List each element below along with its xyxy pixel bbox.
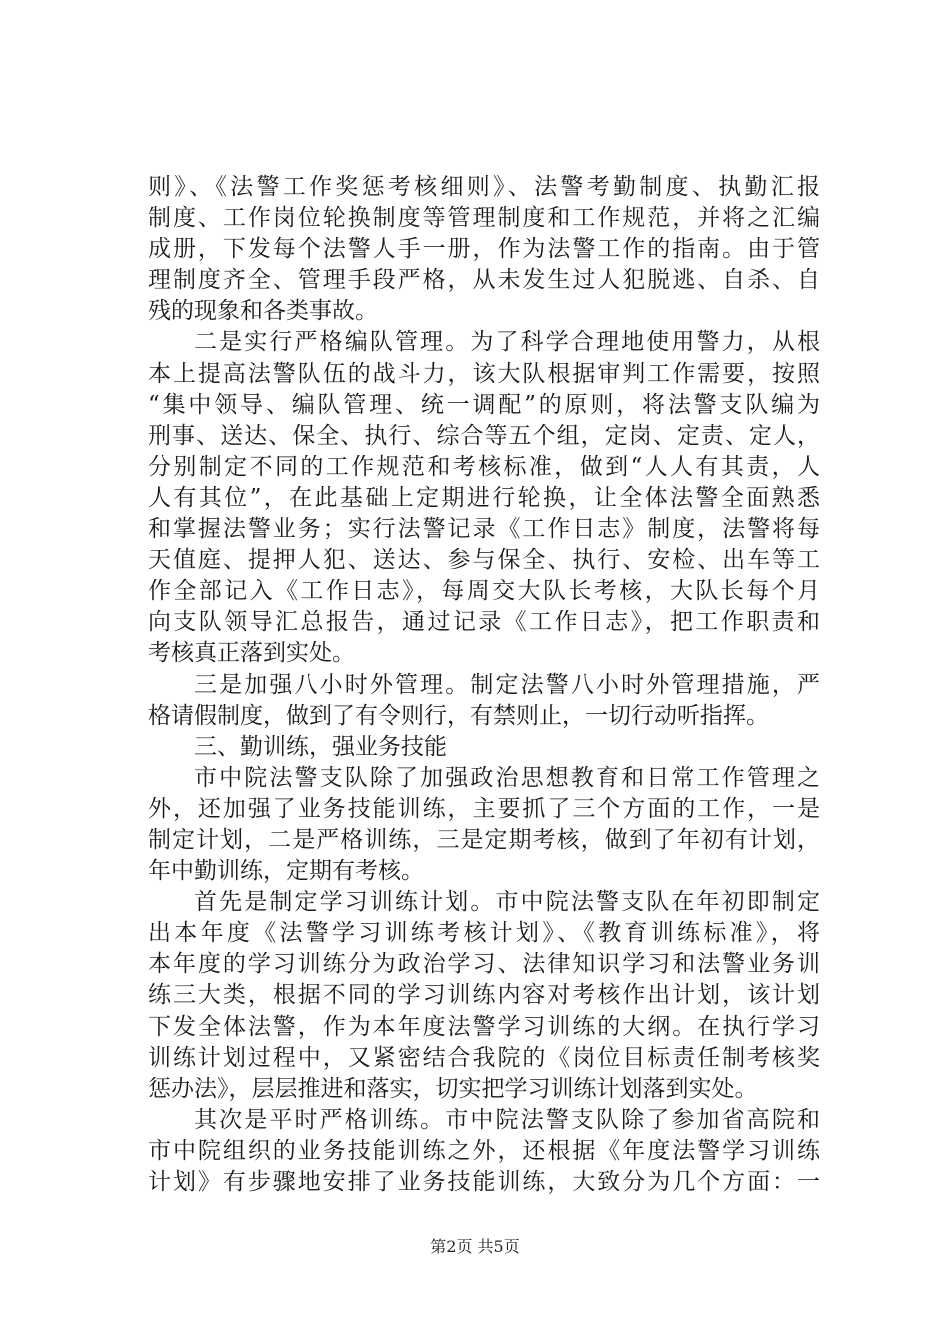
- text-line: 计划》有步骤地安排了业务技能训练，大致分为几个方面：一: [148, 1169, 820, 1195]
- text-line: 其次是平时严格训练。市中院法警支队除了参加省高院和: [194, 1106, 820, 1133]
- text-line: 二是实行严格编队管理。为了科学合理地使用警力，从根: [194, 329, 820, 356]
- text-line: 刑事、送达、保全、执行、综合等五个组，定岗、定责、定人，: [148, 422, 820, 449]
- text-line: 制定计划，二是严格训练，三是定期考核，做到了年初有计划，: [148, 826, 820, 853]
- text-line: 理制度齐全、管理手段严格，从未发生过人犯脱逃、自杀、自: [148, 267, 820, 294]
- text-line: 格请假制度，做到了有令则行，有禁则止，一切行动听指挥。: [148, 702, 769, 729]
- text-line: 训练计划过程中，又紧密结合我院的《岗位目标责任制考核奖: [148, 1044, 820, 1071]
- text-line: 年中勤训练，定期有考核。: [148, 858, 424, 885]
- text-line: 向支队领导汇总报告，通过记录《工作日志》，把工作职责和: [148, 609, 820, 636]
- text-line: 考核真正落到实处。: [148, 640, 355, 667]
- text-line: 本年度的学习训练分为政治学习、法律知识学习和法警业务训: [148, 951, 820, 978]
- text-line: 市中院组织的业务技能训练之外，还根据《年度法警学习训练: [148, 1137, 820, 1164]
- text-line: 分别制定不同的工作规范和考核标准，做到“人人有其责，人: [148, 453, 820, 480]
- text-line: 本上提高法警队伍的战斗力，该大队根据审判工作需要，按照: [148, 360, 820, 387]
- text-line: 作全部记入《工作日志》，每周交大队长考核，大队长每个月: [148, 578, 820, 605]
- text-line: 下发全体法警，作为本年度法警学习训练的大纲。在执行学习: [148, 1013, 820, 1040]
- text-line: 天值庭、提押人犯、送达、参与保全、执行、安检、出车等工: [148, 547, 820, 574]
- text-line: 练三大类，根据不同的学习训练内容对考核作出计划，该计划: [148, 982, 820, 1009]
- page-number-label: 第2页 共5页: [430, 1237, 520, 1256]
- text-line: 市中院法警支队除了加强政治思想教育和日常工作管理之: [194, 764, 820, 791]
- document-body: [148, 172, 820, 1198]
- text-line: 则》、《法警工作奖惩考核细则》、法警考勤制度、执勤汇报: [148, 174, 820, 200]
- text-line: 成册，下发每个法警人手一册，作为法警工作的指南。由于管: [148, 236, 820, 263]
- text-line: 三是加强八小时外管理。制定法警八小时外管理措施，严: [194, 671, 820, 698]
- text-line: 制度、工作岗位轮换制度等管理制度和工作规范，并将之汇编: [148, 205, 820, 232]
- text-line: 人有其位”，在此基础上定期进行轮换，让全体法警全面熟悉: [148, 484, 820, 511]
- text-line: 和掌握法警业务；实行法警记录《工作日志》制度，法警将每: [148, 516, 820, 543]
- text-line: 惩办法》，层层推进和落实，切实把学习训练计划落到实处。: [148, 1075, 758, 1102]
- text-line: 残的现象和各类事故。: [148, 298, 378, 325]
- text-line: 出本年度《法警学习训练考核计划》、《教育训练标准》，将: [148, 920, 820, 947]
- text-line: “集中领导、编队管理、统一调配”的原则，将法警支队编为: [148, 391, 820, 418]
- text-line: 三、勤训练，强业务技能: [194, 733, 447, 760]
- page-footer: [0, 1237, 950, 1257]
- text-line: 外，还加强了业务技能训练，主要抓了三个方面的工作，一是: [148, 795, 820, 822]
- text-line: 首先是制定学习训练计划。市中院法警支队在年初即制定: [194, 889, 820, 916]
